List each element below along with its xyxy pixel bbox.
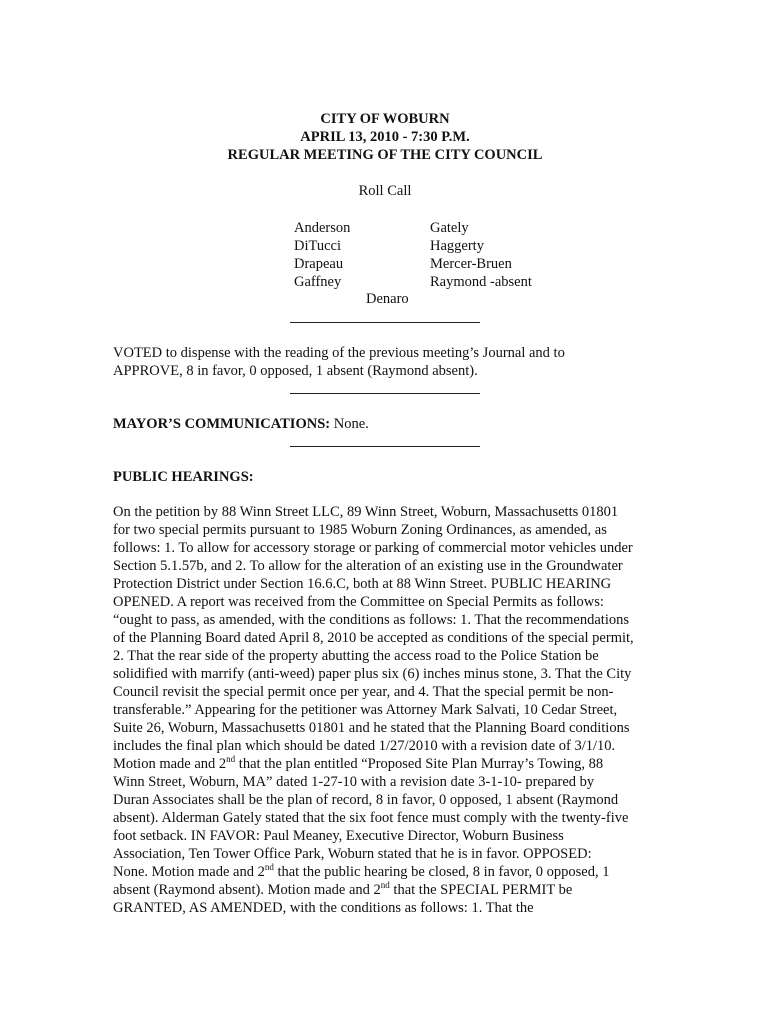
body-line: Association, Ten Tower Office Park, Woburn stated that he is in favor. OPPOSED: xyxy=(113,846,592,862)
journal-vote-line: APPROVE, 8 in favor, 0 opposed, 1 absent (Raymond absent). xyxy=(113,363,478,379)
body-line: absent (Raymond absent). Motion made and 2 xyxy=(113,882,381,898)
council-member: Anderson xyxy=(294,220,351,236)
body-line: Council revisit the special permit once per year, and 4. That the special permit be non- xyxy=(113,684,614,700)
council-member: Gaffney xyxy=(294,274,342,290)
superscript: nd xyxy=(264,862,274,873)
body-line: of the Planning Board dated April 8, 2010 be accepted as conditions of the special permit, xyxy=(113,630,634,646)
divider xyxy=(290,322,480,323)
body-line: that the public hearing be closed, 8 in favor, 0 opposed, 1 xyxy=(273,864,610,880)
divider xyxy=(290,393,480,394)
body-line: absent). Alderman Gately stated that the six foot fence must comply with the twenty-five xyxy=(113,810,629,826)
body-line: Duran Associates shall be the plan of record, 8 in favor, 0 opposed, 1 absent (Raymond xyxy=(113,792,619,808)
council-member: Mercer-Bruen xyxy=(430,256,512,272)
council-member: Drapeau xyxy=(294,256,344,272)
body-line: for two special permits pursuant to 1985 Woburn Zoning Ordinances, as amended, as xyxy=(113,522,607,538)
meeting-title: REGULAR MEETING OF THE CITY COUNCIL xyxy=(227,147,543,163)
body-line: “ought to pass, as amended, with the conditions as follows: 1. That the recommendations xyxy=(113,612,629,628)
council-member: Raymond -absent xyxy=(430,274,532,290)
roll-call-left-column xyxy=(294,219,350,291)
mayors-communications xyxy=(113,415,661,433)
body-line: Protection District under Section 16.6.C, both at 88 Winn Street. PUBLIC HEARING xyxy=(113,576,612,592)
superscript: nd xyxy=(226,754,236,765)
meeting-date: APRIL 13, 2010 - 7:30 P.M. xyxy=(300,129,470,145)
divider xyxy=(290,446,480,447)
city-title: CITY OF WOBURN xyxy=(320,111,450,127)
document-header xyxy=(0,110,770,164)
council-member: DiTucci xyxy=(294,238,341,254)
mayors-communications-label: MAYOR’S COMMUNICATIONS: xyxy=(113,416,331,432)
body-line: follows: 1. To allow for accessory storage or parking of commercial motor vehicles under xyxy=(113,540,633,556)
journal-vote-line: VOTED to dispense with the reading of the previous meeting’s Journal and to xyxy=(113,345,565,361)
body-line: includes the final plan which should be dated 1/27/2010 with a revision date of 3/1/10. xyxy=(113,738,616,754)
body-line: None. Motion made and 2 xyxy=(113,864,265,880)
body-line: Suite 26, Woburn, Massachusetts 01801 and he stated that the Planning Board conditions xyxy=(113,720,630,736)
body-line: On the petition by 88 Winn Street LLC, 89 Winn Street, Woburn, Massachusetts 01801 xyxy=(113,504,619,520)
mayors-communications-value: None. xyxy=(333,416,369,432)
public-hearing-body xyxy=(113,503,661,917)
body-line: 2. That the rear side of the property abutting the access road to the Police Station be xyxy=(113,648,599,664)
council-member-center: Denaro xyxy=(366,291,409,307)
council-member: Haggerty xyxy=(430,238,484,254)
body-line: that the plan entitled “Proposed Site Plan Murray’s Towing, 88 xyxy=(235,756,604,772)
body-line: transferable.” Appearing for the petitioner was Attorney Mark Salvati, 10 Cedar Street, xyxy=(113,702,618,718)
body-line: OPENED. A report was received from the Committee on Special Permits as follows: xyxy=(113,594,604,610)
journal-vote xyxy=(113,344,661,380)
body-line: solidified with marrify (anti-weed) paper plus six (6) inches minus stone, 3. That the City xyxy=(113,666,632,682)
superscript: nd xyxy=(380,880,390,891)
body-line: GRANTED, AS AMENDED, with the conditions as follows: 1. That the xyxy=(113,900,534,916)
body-line: foot setback. IN FAVOR: Paul Meaney, Executive Director, Woburn Business xyxy=(113,828,564,844)
roll-call-title: Roll Call xyxy=(358,183,412,199)
body-line: Section 5.1.57b, and 2. To allow for the alteration of an existing use in the Groundwater xyxy=(113,558,623,574)
council-member: Gately xyxy=(430,220,469,236)
body-line: Winn Street, Woburn, MA” dated 1-27-10 with a revision date 3-1-10- prepared by xyxy=(113,774,595,790)
body-line: Motion made and 2 xyxy=(113,756,227,772)
public-hearings-heading: PUBLIC HEARINGS: xyxy=(113,469,254,485)
roll-call-right-column xyxy=(430,219,532,291)
body-line: that the SPECIAL PERMIT be xyxy=(389,882,573,898)
